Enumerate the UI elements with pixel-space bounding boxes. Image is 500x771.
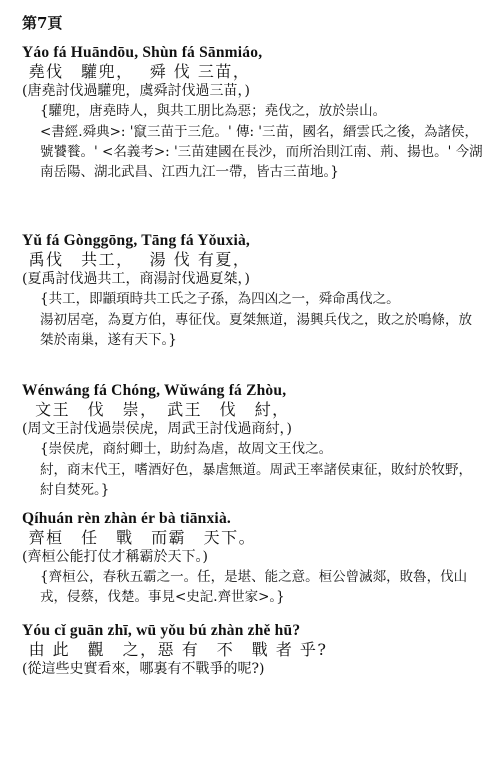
note-paragraph: {齊桓公，春秋五霸之一。任，是堪、能之意。桓公曾滅郯，敗魯，伐山戎，侵蔡，伐楚。事見<史記.齊世家>。} (40, 569, 468, 605)
translation-line: (齊桓公能打仗才稱霸於天下。) (22, 549, 208, 565)
pinyin-line: Yǔ fá Gònggōng, Tāng fá Yǒuxià, (22, 232, 250, 249)
note-paragraph: {驩兜，唐堯時人，與共工朋比為惡；堯伐之，放於崇山。 (40, 103, 387, 119)
pinyin-line: Wénwáng fá Chóng, Wǔwáng fá Zhòu, (22, 382, 287, 399)
verse-characters: 禹伐 共工， 湯 伐 有夏， (22, 250, 251, 269)
verse-entry-1 (22, 44, 484, 182)
translation-line: (周文王討伐過崇侯虎，周武王討伐過商紂，) (22, 421, 292, 437)
verse-characters: 文王 伐 崇， 武王 伐 紂， (22, 400, 290, 419)
note-paragraph: {崇侯虎，商紂卿士，助紂為虐，故周文王伐之。 (40, 441, 333, 457)
annotation-note (40, 567, 484, 607)
verse-characters: 由 此 觀 之，惡 有 不 戰 者 乎? (22, 640, 328, 659)
annotation-note (40, 439, 484, 500)
note-paragraph: 紂，商末代王，嗜酒好色，暴虐無道。周武王率諸侯東征，敗紂於牧野，紂自焚死。} (40, 462, 472, 498)
verse-characters: 堯伐 驩兜， 舜 伐 三苗， (22, 62, 251, 81)
translation-line: (唐堯討伐過驩兜，虞舜討伐過三苗，) (22, 83, 250, 99)
note-paragraph: {共工，即顓頊時共工氏之子孫，為四凶之一，舜命禹伐之。 (40, 291, 400, 307)
verse-entry-3 (22, 382, 484, 500)
note-paragraph: 湯初居亳，為夏方伯，專征伐。夏桀無道，湯興兵伐之，敗之於鳴條，放桀於南巢，遂有天下。} (40, 312, 472, 348)
page-number: 第7頁 (22, 14, 63, 32)
verse-entry-2 (22, 232, 484, 350)
verse-characters: 齊桓 任 戰 而霸 天下。 (22, 528, 257, 547)
annotation-note (40, 101, 484, 182)
pinyin-line: Yáo fá Huāndōu, Shùn fá Sānmiáo, (22, 44, 263, 61)
translation-line: (夏禹討伐過共工，商湯討伐過夏桀，) (22, 271, 250, 287)
annotation-note (40, 289, 484, 350)
pinyin-line: Yóu cǐ guān zhī, wū yǒu bú zhàn zhě hū? (22, 622, 301, 639)
translation-line: (從這些史實看來，哪裏有不戰爭的呢?) (22, 661, 265, 677)
note-paragraph: <書經.舜典>: '竄三苗于三危。' 傳: '三苗，國名，縉雲氏之後，為諸侯，號饕餮。' <名義考>: '三苗建國在長沙，而所治則江南、荊、揚也。' 今湖南岳陽、湖北武昌、江西九江一帶，皆古三苗地。} (40, 124, 483, 180)
verse-entry-5 (22, 622, 484, 679)
pinyin-line: Qíhuán rèn zhàn ér bà tiānxià. (22, 510, 231, 527)
verse-entry-4 (22, 510, 484, 607)
